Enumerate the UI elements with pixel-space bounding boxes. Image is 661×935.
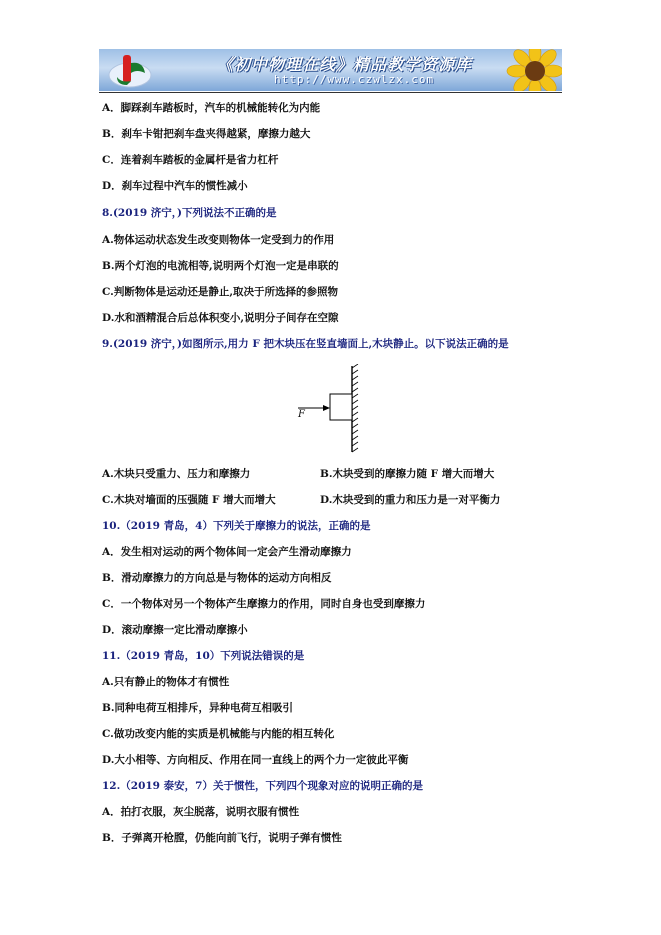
option-10d: D．滚动摩擦一定比滑动摩擦小: [102, 624, 248, 636]
question-11: 11.（2019 青岛，10）下列说法错误的是: [102, 650, 305, 662]
option-9b: B.木块受到的摩擦力随 F 增大而增大: [320, 468, 495, 480]
option-11c: C.做功改变内能的实质是机械能与内能的相互转化: [102, 728, 335, 740]
question-12: 12.（2019 泰安，7）关于惯性，下列四个现象对应的说明正确的是: [102, 780, 423, 792]
option-11a: A.只有静止的物体才有惯性: [102, 676, 230, 688]
question-9: 9.(2019 济宁，)如图所示,用力 F 把木块压在竖直墙面上,木块静止。以下说法正确的是: [102, 338, 509, 350]
option-9d: D.木块受到的重力和压力是一对平衡力: [320, 494, 501, 506]
option-11d: D.大小相等、方向相反、作用在同一直线上的两个力一定彼此平衡: [102, 754, 409, 766]
option-11b: B.同种电荷互相排斥，异种电荷互相吸引: [102, 702, 294, 714]
option-10a: A．发生相对运动的两个物体间一定会产生滑动摩擦力: [102, 546, 352, 558]
option-12a: A．拍打衣服，灰尘脱落，说明衣服有惯性: [102, 806, 300, 818]
option-12b: B．子弹离开枪膛，仍能向前飞行，说明子弹有惯性: [102, 832, 342, 844]
option-9c: C.木块对墙面的压强随 F 增大而增大: [102, 494, 276, 506]
option-8a: A.物体运动状态发生改变则物体一定受到力的作用: [102, 234, 335, 246]
logo-icon: [107, 51, 153, 89]
option-7a: A．脚踩刹车踏板时，汽车的机械能转化为内能: [102, 102, 321, 114]
option-10b: B．滑动摩擦力的方向总是与物体的运动方向相反: [102, 572, 332, 584]
option-7c: C．连着刹车踏板的金属杆是省力杠杆: [102, 154, 279, 166]
option-8c: C.判断物体是运动还是静止,取决于所选择的参照物: [102, 286, 338, 298]
option-7b: B．刹车卡钳把刹车盘夹得越紧，摩擦力越大: [102, 128, 311, 140]
force-diagram: [296, 364, 366, 454]
force-label: F: [298, 409, 305, 420]
option-8b: B.两个灯泡的电流相等,说明两个灯泡一定是串联的: [102, 260, 339, 272]
option-7d: D．刹车过程中汽车的惯性减小: [102, 180, 248, 192]
sunflower-icon: [505, 49, 562, 91]
header-divider: [99, 92, 562, 93]
option-8d: D.水和酒精混合后总体积变小,说明分子间存在空隙: [102, 312, 339, 324]
banner-title: 《初中物理在线》精品教学资源库: [217, 55, 473, 74]
header-banner: [99, 49, 562, 91]
question-8: 8.(2019 济宁，)下列说法不正确的是: [102, 207, 277, 219]
question-10: 10.（2019 青岛，4）下列关于摩擦力的说法，正确的是: [102, 520, 371, 532]
option-10c: C．一个物体对另一个物体产生摩擦力的作用，同时自身也受到摩擦力: [102, 598, 426, 610]
option-9a: A.木块只受重力、压力和摩擦力: [102, 468, 251, 480]
banner-url[interactable]: http://www.czwlzx.com: [274, 73, 435, 86]
